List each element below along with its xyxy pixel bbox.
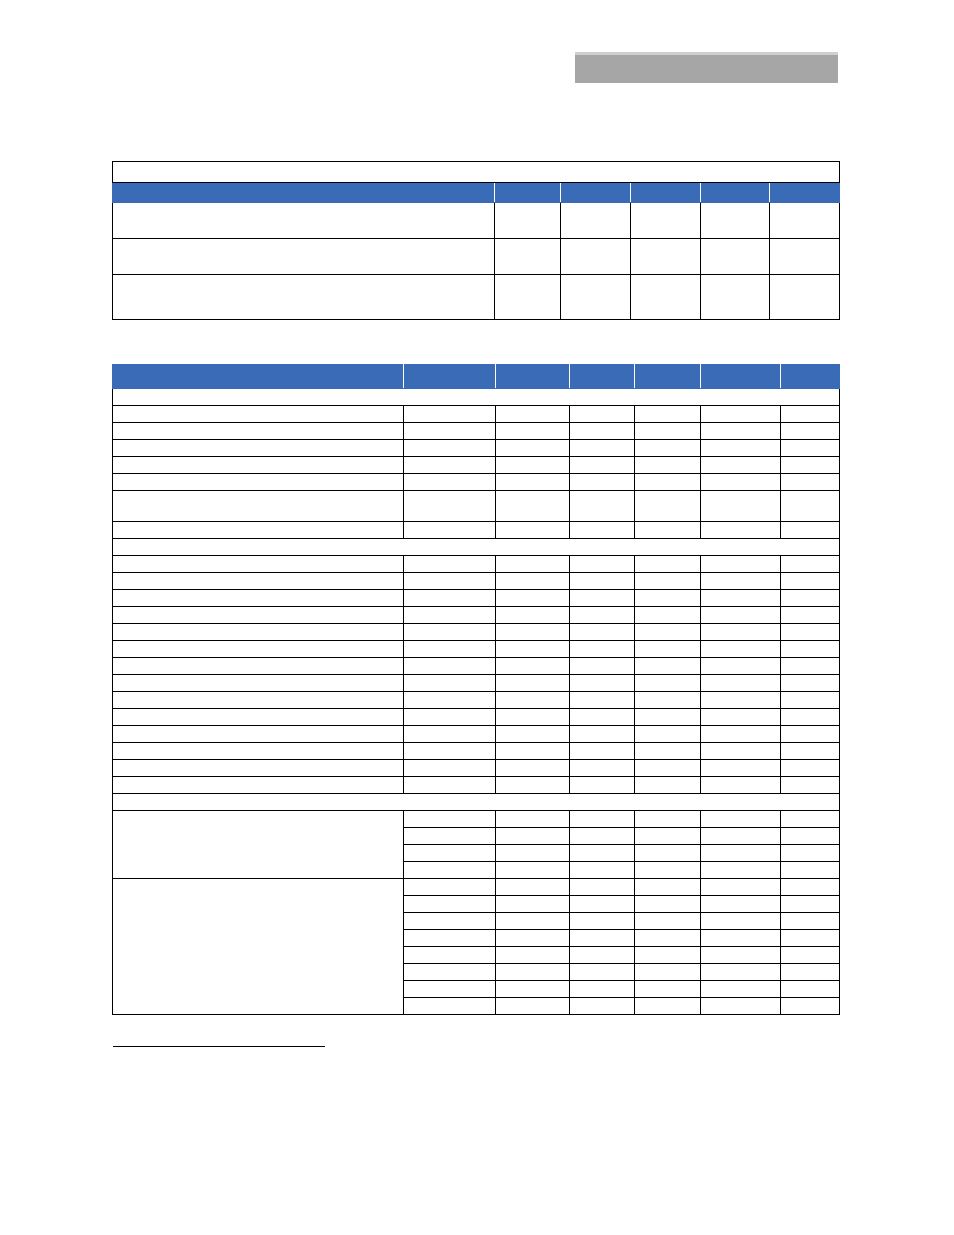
detail-table-row — [113, 590, 840, 607]
detail-cell — [496, 474, 570, 491]
detail-cell — [404, 845, 496, 862]
detail-group-label — [113, 811, 404, 879]
summary-cell — [631, 203, 701, 239]
detail-section-row — [113, 539, 840, 556]
detail-header-cell — [113, 365, 404, 389]
detail-table-row — [113, 556, 840, 573]
detail-cell — [635, 491, 701, 522]
header-bar — [575, 52, 838, 83]
detail-cell — [404, 828, 496, 845]
detail-cell — [701, 692, 781, 709]
summary-cell — [701, 275, 770, 320]
detail-cell — [496, 573, 570, 590]
detail-cell — [113, 760, 404, 777]
detail-cell — [570, 675, 635, 692]
detail-table-row — [113, 726, 840, 743]
detail-cell — [781, 760, 840, 777]
detail-cell — [496, 641, 570, 658]
detail-cell — [635, 474, 701, 491]
detail-cell — [496, 624, 570, 641]
detail-header-cell — [570, 365, 635, 389]
detail-cell — [701, 440, 781, 457]
detail-table-row — [113, 624, 840, 641]
detail-cell — [701, 998, 781, 1015]
detail-cell — [635, 658, 701, 675]
detail-cell — [496, 811, 570, 828]
detail-cell — [701, 675, 781, 692]
detail-table-row — [113, 760, 840, 777]
detail-cell — [635, 913, 701, 930]
detail-cell — [570, 726, 635, 743]
detail-cell — [404, 573, 496, 590]
detail-cell — [701, 474, 781, 491]
detail-cell — [496, 998, 570, 1015]
detail-cell — [781, 590, 840, 607]
detail-table-row — [113, 491, 840, 522]
detail-cell — [781, 709, 840, 726]
detail-cell — [113, 457, 404, 474]
detail-cell — [701, 658, 781, 675]
detail-cell — [496, 675, 570, 692]
detail-cell — [113, 491, 404, 522]
detail-cell — [496, 491, 570, 522]
summary-cell — [701, 203, 770, 239]
detail-cell — [781, 964, 840, 981]
detail-cell — [570, 491, 635, 522]
detail-cell — [570, 777, 635, 794]
detail-cell — [701, 930, 781, 947]
detail-cell — [781, 573, 840, 590]
detail-cell — [404, 491, 496, 522]
detail-table-row — [113, 692, 840, 709]
detail-cell — [404, 930, 496, 947]
detail-table-row — [113, 658, 840, 675]
detail-cell — [701, 896, 781, 913]
detail-cell — [570, 998, 635, 1015]
summary-cell — [561, 203, 631, 239]
detail-cell — [496, 457, 570, 474]
detail-cell — [635, 709, 701, 726]
detail-cell — [113, 607, 404, 624]
detail-cell — [701, 457, 781, 474]
detail-cell — [404, 423, 496, 440]
detail-cell — [570, 743, 635, 760]
detail-cell — [635, 862, 701, 879]
detail-cell — [635, 964, 701, 981]
summary-header-cell — [495, 183, 561, 203]
detail-cell — [496, 406, 570, 423]
detail-cell — [404, 862, 496, 879]
detail-cell — [701, 406, 781, 423]
detail-cell — [404, 896, 496, 913]
detail-cell — [701, 964, 781, 981]
detail-cell — [496, 981, 570, 998]
detail-cell — [570, 474, 635, 491]
detail-cell — [781, 675, 840, 692]
summary-header-cell — [631, 183, 701, 203]
detail-cell — [635, 981, 701, 998]
detail-cell — [496, 896, 570, 913]
detail-cell — [404, 760, 496, 777]
detail-cell — [113, 726, 404, 743]
detail-cell — [404, 641, 496, 658]
summary-header-cell — [701, 183, 770, 203]
summary-cell — [770, 203, 840, 239]
detail-cell — [496, 760, 570, 777]
detail-cell — [701, 845, 781, 862]
detail-cell — [113, 675, 404, 692]
detail-cell — [635, 743, 701, 760]
detail-cell — [404, 474, 496, 491]
detail-cell — [570, 423, 635, 440]
detail-cell — [404, 607, 496, 624]
detail-cell — [113, 624, 404, 641]
detail-cell — [781, 828, 840, 845]
detail-cell — [496, 913, 570, 930]
summary-cell — [631, 275, 701, 320]
detail-table-header-row — [113, 365, 840, 389]
detail-cell — [781, 522, 840, 539]
detail-table-row — [113, 440, 840, 457]
summary-cell — [701, 239, 770, 275]
detail-header-cell — [781, 365, 840, 389]
detail-cell — [113, 522, 404, 539]
detail-cell — [404, 692, 496, 709]
detail-table-row — [113, 709, 840, 726]
detail-cell — [496, 556, 570, 573]
detail-cell — [635, 440, 701, 457]
footnote-rule — [113, 1046, 325, 1047]
detail-cell — [781, 811, 840, 828]
detail-cell — [781, 692, 840, 709]
detail-section-row — [113, 794, 840, 811]
detail-cell — [113, 556, 404, 573]
detail-cell — [404, 658, 496, 675]
detail-cell — [113, 590, 404, 607]
detail-table-row — [113, 641, 840, 658]
detail-cell — [570, 522, 635, 539]
detail-cell — [570, 913, 635, 930]
detail-cell — [701, 862, 781, 879]
detail-cell — [404, 556, 496, 573]
detail-cell — [570, 964, 635, 981]
detail-cell — [635, 947, 701, 964]
summary-cell — [770, 275, 840, 320]
detail-cell — [701, 556, 781, 573]
detail-cell — [635, 556, 701, 573]
summary-table-row — [113, 275, 840, 320]
detail-table-row — [113, 457, 840, 474]
summary-cell — [113, 275, 495, 320]
detail-cell — [701, 777, 781, 794]
detail-header-cell — [404, 365, 496, 389]
detail-cell — [570, 406, 635, 423]
detail-cell — [570, 947, 635, 964]
detail-cell — [496, 709, 570, 726]
detail-cell — [635, 423, 701, 440]
detail-cell — [781, 913, 840, 930]
detail-cell — [701, 709, 781, 726]
detail-cell — [701, 590, 781, 607]
detail-cell — [570, 573, 635, 590]
detail-cell — [496, 743, 570, 760]
detail-cell — [635, 845, 701, 862]
detail-cell — [496, 828, 570, 845]
detail-cell — [635, 573, 701, 590]
detail-cell — [701, 491, 781, 522]
detail-cell — [404, 811, 496, 828]
detail-cell — [113, 658, 404, 675]
summary-header-cell — [113, 183, 495, 203]
detail-cell — [496, 607, 570, 624]
detail-cell — [570, 862, 635, 879]
detail-cell — [404, 726, 496, 743]
summary-table-title-row — [113, 162, 840, 183]
detail-cell — [113, 474, 404, 491]
detail-header-cell — [635, 365, 701, 389]
detail-table-row — [113, 423, 840, 440]
detail-cell — [570, 709, 635, 726]
detail-cell — [635, 896, 701, 913]
detail-cell — [496, 440, 570, 457]
detail-cell — [570, 658, 635, 675]
detail-cell — [701, 981, 781, 998]
detail-cell — [404, 743, 496, 760]
detail-cell — [496, 964, 570, 981]
detail-cell — [570, 930, 635, 947]
detail-table-row — [113, 743, 840, 760]
detail-cell — [701, 726, 781, 743]
detail-cell — [635, 590, 701, 607]
detail-cell — [113, 743, 404, 760]
detail-table-row — [113, 607, 840, 624]
detail-cell — [635, 879, 701, 896]
summary-table-title — [113, 162, 840, 183]
detail-cell — [781, 845, 840, 862]
detail-cell — [113, 573, 404, 590]
detail-cell — [701, 573, 781, 590]
detail-group-label — [113, 879, 404, 1015]
detail-cell — [570, 981, 635, 998]
detail-cell — [781, 474, 840, 491]
detail-cell — [113, 692, 404, 709]
detail-cell — [635, 624, 701, 641]
detail-cell — [781, 896, 840, 913]
detail-cell — [404, 522, 496, 539]
detail-cell — [635, 607, 701, 624]
detail-cell — [701, 607, 781, 624]
detail-table-row — [113, 522, 840, 539]
detail-cell — [496, 590, 570, 607]
detail-cell — [701, 522, 781, 539]
detail-cell — [496, 845, 570, 862]
detail-cell — [496, 726, 570, 743]
detail-cell — [570, 440, 635, 457]
detail-cell — [404, 624, 496, 641]
detail-cell — [781, 862, 840, 879]
detail-cell — [404, 709, 496, 726]
detail-cell — [781, 624, 840, 641]
summary-table-row — [113, 239, 840, 275]
detail-table-row — [113, 675, 840, 692]
detail-cell — [635, 522, 701, 539]
detail-table-row — [113, 474, 840, 491]
detail-section-row — [113, 389, 840, 406]
detail-cell — [635, 675, 701, 692]
detail-cell — [570, 590, 635, 607]
detail-cell — [570, 641, 635, 658]
detail-cell — [635, 828, 701, 845]
detail-cell — [570, 692, 635, 709]
detail-cell — [635, 760, 701, 777]
detail-cell — [570, 828, 635, 845]
detail-cell — [496, 930, 570, 947]
detail-header-cell — [496, 365, 570, 389]
detail-cell — [404, 590, 496, 607]
detail-cell — [781, 743, 840, 760]
detail-section-label — [113, 539, 840, 556]
detail-cell — [781, 491, 840, 522]
detail-cell — [570, 457, 635, 474]
detail-cell — [404, 879, 496, 896]
detail-cell — [570, 624, 635, 641]
summary-header-cell — [770, 183, 840, 203]
detail-table-row — [113, 777, 840, 794]
detail-cell — [570, 607, 635, 624]
detail-cell — [781, 658, 840, 675]
detail-cell — [701, 879, 781, 896]
detail-cell — [113, 440, 404, 457]
detail-cell — [570, 845, 635, 862]
detail-cell — [404, 457, 496, 474]
detail-cell — [113, 709, 404, 726]
detail-section-label — [113, 389, 840, 406]
detail-cell — [496, 879, 570, 896]
detail-cell — [781, 981, 840, 998]
summary-cell — [113, 203, 495, 239]
detail-cell — [404, 998, 496, 1015]
summary-cell — [561, 275, 631, 320]
detail-cell — [701, 828, 781, 845]
detail-cell — [113, 406, 404, 423]
summary-cell — [495, 275, 561, 320]
detail-cell — [570, 760, 635, 777]
detail-cell — [570, 879, 635, 896]
detail-cell — [781, 947, 840, 964]
detail-cell — [404, 777, 496, 794]
detail-cell — [635, 811, 701, 828]
detail-cell — [570, 556, 635, 573]
detail-cell — [781, 998, 840, 1015]
summary-header-cell — [561, 183, 631, 203]
detail-cell — [570, 811, 635, 828]
detail-cell — [701, 913, 781, 930]
detail-cell — [404, 440, 496, 457]
detail-cell — [781, 726, 840, 743]
detail-cell — [635, 457, 701, 474]
detail-cell — [635, 726, 701, 743]
detail-table-row — [113, 811, 840, 828]
detail-cell — [113, 777, 404, 794]
detail-cell — [113, 641, 404, 658]
detail-cell — [781, 457, 840, 474]
detail-cell — [496, 522, 570, 539]
detail-cell — [635, 998, 701, 1015]
detail-cell — [781, 777, 840, 794]
detail-cell — [635, 777, 701, 794]
detail-cell — [635, 641, 701, 658]
summary-cell — [495, 239, 561, 275]
detail-cell — [496, 862, 570, 879]
detail-table — [112, 364, 840, 1015]
detail-cell — [635, 692, 701, 709]
detail-cell — [701, 423, 781, 440]
summary-table-header-row — [113, 183, 840, 203]
detail-cell — [781, 607, 840, 624]
detail-cell — [781, 930, 840, 947]
detail-cell — [781, 406, 840, 423]
detail-table-row — [113, 406, 840, 423]
detail-table-row — [113, 573, 840, 590]
detail-cell — [496, 777, 570, 794]
summary-cell — [113, 239, 495, 275]
summary-cell — [631, 239, 701, 275]
detail-cell — [635, 930, 701, 947]
detail-cell — [113, 423, 404, 440]
detail-cell — [404, 913, 496, 930]
detail-cell — [496, 692, 570, 709]
summary-cell — [770, 239, 840, 275]
summary-table — [112, 161, 840, 320]
detail-cell — [404, 406, 496, 423]
detail-cell — [701, 743, 781, 760]
summary-cell — [561, 239, 631, 275]
detail-table-row — [113, 879, 840, 896]
summary-table-row — [113, 203, 840, 239]
detail-cell — [781, 641, 840, 658]
detail-cell — [701, 811, 781, 828]
detail-section-label — [113, 794, 840, 811]
detail-cell — [635, 406, 701, 423]
detail-header-cell — [701, 365, 781, 389]
detail-cell — [781, 879, 840, 896]
detail-cell — [404, 947, 496, 964]
detail-cell — [701, 624, 781, 641]
detail-cell — [496, 947, 570, 964]
detail-cell — [781, 423, 840, 440]
detail-cell — [701, 641, 781, 658]
detail-cell — [496, 658, 570, 675]
detail-cell — [781, 556, 840, 573]
summary-cell — [495, 203, 561, 239]
detail-cell — [701, 947, 781, 964]
detail-cell — [781, 440, 840, 457]
detail-cell — [404, 981, 496, 998]
detail-cell — [404, 964, 496, 981]
detail-cell — [701, 760, 781, 777]
detail-cell — [570, 896, 635, 913]
detail-cell — [496, 423, 570, 440]
detail-cell — [404, 675, 496, 692]
